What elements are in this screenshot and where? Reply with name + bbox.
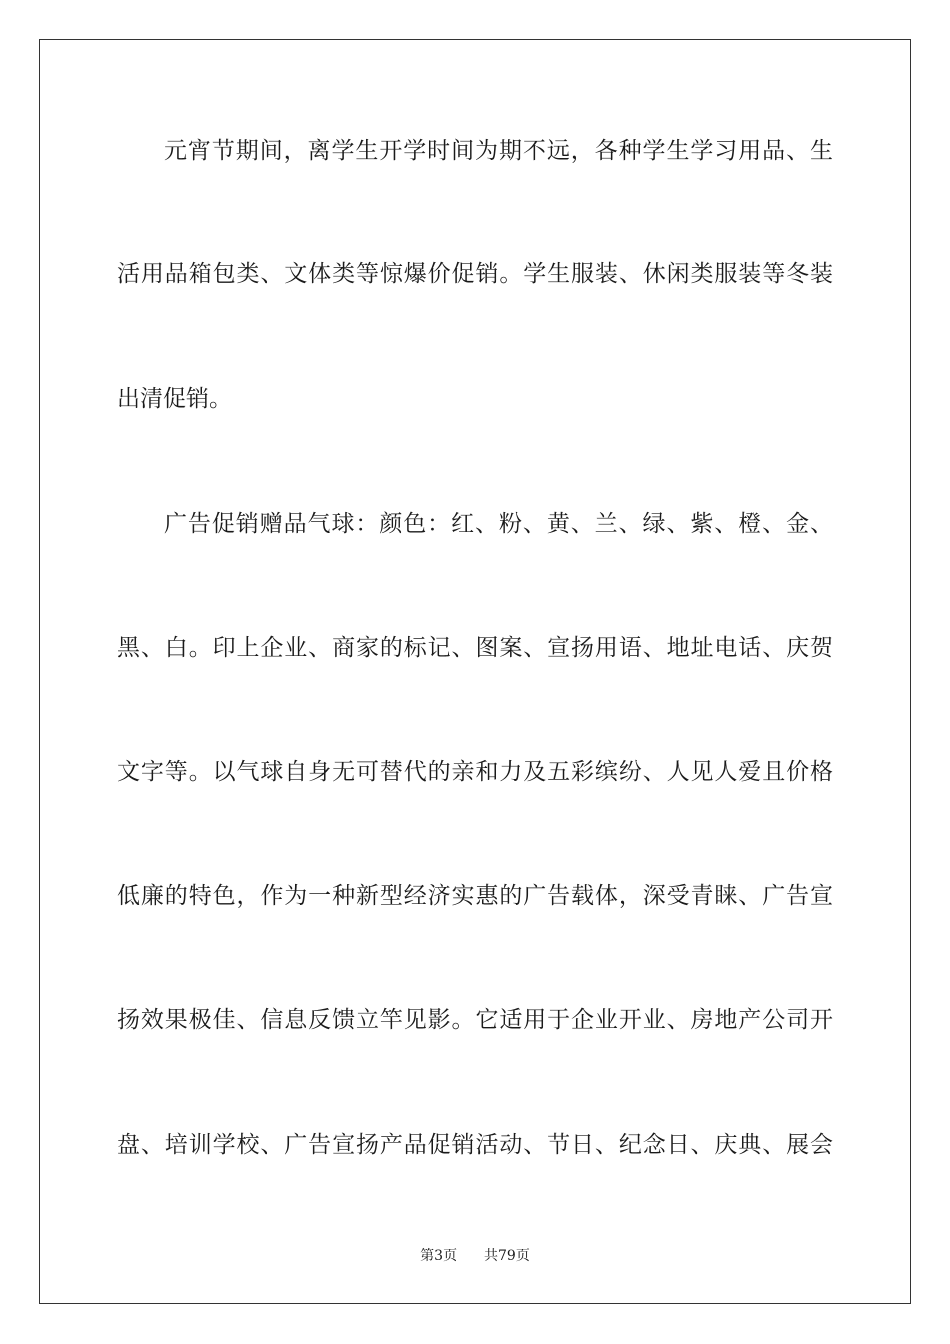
paragraph-2-line-1: 广告促销赠品气球：颜色：红、粉、黄、兰、绿、紫、橙、金、 bbox=[164, 511, 833, 537]
page-footer bbox=[0, 1246, 950, 1266]
paragraph-2-line-5: 扬效果极佳、信息反馈立竿见影。它适用于企业开业、房地产公司开 bbox=[117, 1007, 833, 1033]
paragraph-1-line-2: 活用品箱包类、文体类等惊爆价促销。学生服装、休闲类服装等冬装 bbox=[117, 261, 833, 287]
paragraph-2-line-4: 低廉的特色，作为一种新型经济实惠的广告载体，深受青睐、广告宣 bbox=[117, 883, 833, 909]
page-border bbox=[39, 39, 911, 1304]
paragraph-2-line-3: 文字等。以气球自身无可替代的亲和力及五彩缤纷、人见人爱且价格 bbox=[117, 759, 833, 785]
page-number: 第3页 bbox=[420, 1248, 458, 1264]
paragraph-1-line-3: 出清促销。 bbox=[117, 386, 232, 412]
paragraph-1-line-1: 元宵节期间，离学生开学时间为期不远，各种学生学习用品、生 bbox=[164, 138, 833, 164]
page-total: 共79页 bbox=[484, 1248, 530, 1264]
paragraph-2-line-2: 黑、白。印上企业、商家的标记、图案、宣扬用语、地址电话、庆贺 bbox=[117, 635, 833, 661]
paragraph-2-line-6: 盘、培训学校、广告宣扬产品促销活动、节日、纪念日、庆典、展会 bbox=[117, 1132, 833, 1158]
